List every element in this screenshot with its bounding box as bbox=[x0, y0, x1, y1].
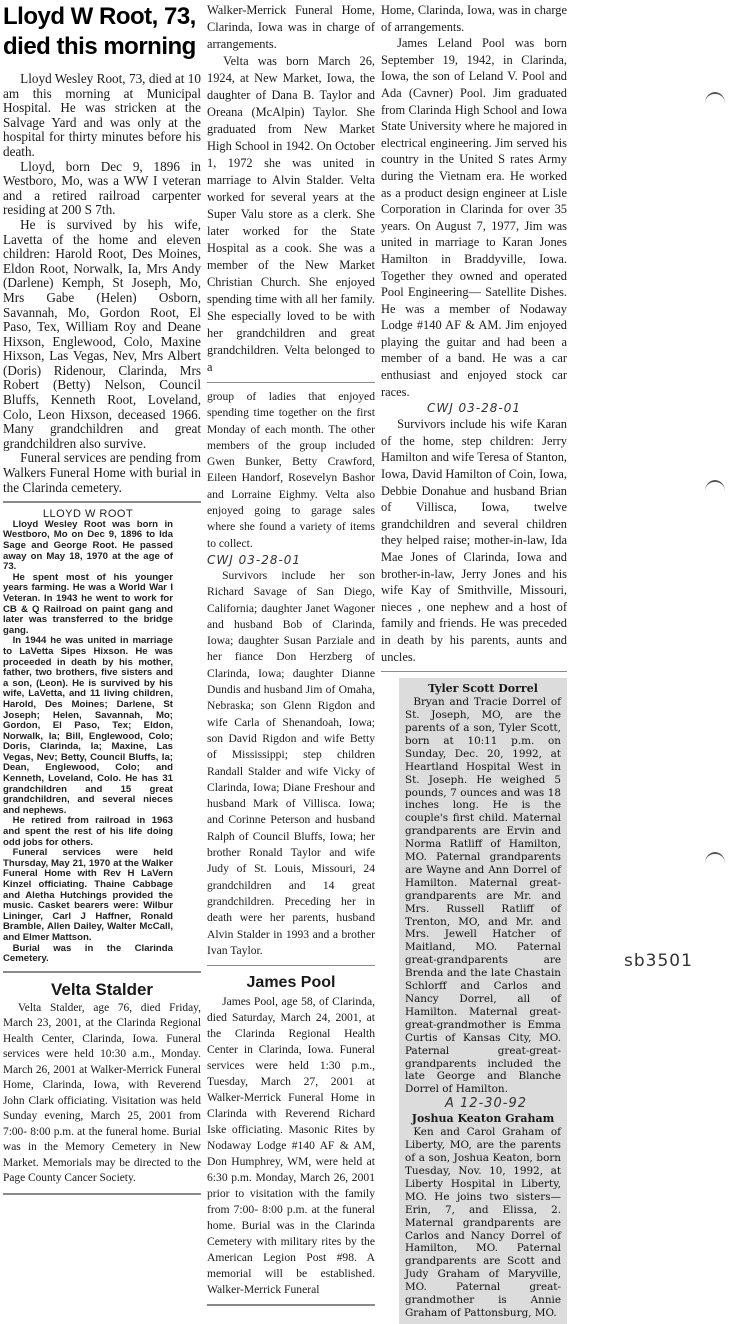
divider bbox=[381, 671, 567, 672]
paragraph: Funeral services are pending from Walkers Funeral Home with burial in the Clarinda cemetery. bbox=[3, 450, 201, 495]
paragraph: James Leland Pool was born September 19, 1942, in Clarinda, Iowa, the son of Leland V. Pool and Ada (Cavner) Pool. Jim graduated from Clarinda High School and Iowa State University where he majored in electrical engineering. Jim served his country in the United S rates Army during the Vietnam era. He worked as a product design engineer at Lisle Corporation in Clarinda for over 35 years. On August 7, 1977, Jim was united in marriage to Karan Jones Hamilton in Braddyville, Iowa. Together they owned and operated Pool Engineering— Satellite Dishes. He was a member of Nodaway Lodge #140 AF & AM. Jim enjoyed playing the guitar and had been a member of a band. He was a car enthusiast and enjoyed stock car races. bbox=[381, 36, 567, 399]
paragraph: In 1944 he was united in marriage to LaVetta Sipes Hixson. He was proceeded in death by his mother, father, two brothers, five sisters and a son, (Leon). He is survived by his wife, LaVetta, and 11 living children, Harold, Des Moines; Darlene, St Joseph; Helen, Savannah, Mo; Gordon, El Paso, Tex; Eldon, Norwalk, Ia; Bill, Englewood, Colo; Doris, Clarinda, Ia; Maxine, Las Vegas, Nev; Betty, Council Bluffs, Ia; Dean, Englewood, Colo; and Kenneth, Loveland, Colo. He has 31 grandchildren and 15 great grandchildren, and several nieces and nephews. bbox=[3, 635, 173, 816]
paragraph: Velta Stalder, age 76, died Friday, March 23, 2001, at the Clarinda Regional Health Center, Clarinda, Iowa. Funeral services were held 10:30 a.m., Monday. March 26, 2001 at Walker-Merrick Funeral Home, Clarinda, Iowa, with Reverend John Clark officiating. Visitation was held Sunday evening, March 25, 2001 from 7:00- 8:00 p.m. at the funeral home. Burial was in the Memory Cemetery in New Market. Memorials may be directed to the Page County Cancer Society. bbox=[3, 1001, 201, 1185]
column-2 bbox=[207, 2, 375, 1312]
velta-intro-clipping bbox=[3, 979, 201, 1187]
dorrel-title: Tyler Scott Dorrel bbox=[428, 682, 538, 696]
paragraph: James Pool, age 58, of Clarinda, died Saturday, March 24, 2001, at the Clarinda Regional Health Center in Clarinda, Iowa. Funeral services were held 1:30 p.m., Tuesday, March 27, 2001 at Walker-Merrick Funeral Home in Clarinda with Reverend Richard Iske officiating. Masonic Rites by Nodaway Lodge #140 AF & AM, Don Humphrey, WM, were held at 6:30 p.m. Monday, March 26, 2001 prior to visitation with the family from 7:00- 8:00 p.m. at the funeral home. Burial was in the Clarinda Cemetery with military rites by the American Legion Post #98. A memorial will be established. Walker-Merrick Funeral bbox=[207, 995, 375, 1297]
divider bbox=[3, 971, 201, 973]
paragraph: Home, Clarinda, Iowa, was in charge of arrangements. bbox=[381, 3, 567, 34]
graham-title: Joshua Keaton Graham bbox=[411, 1112, 555, 1126]
divider bbox=[3, 1193, 201, 1195]
paragraph: Survivors include her son Richard Savage of San Diego, California; daughter Janet Wagoner and husband Bob of Clarinda, Iowa; daughter Susan Parziale and her fiance Don Herzberg of Clarinda, Iowa; daughter Dianne Dundis and husband Jim of Omaha, Nebraska; son Glenn Rigdon and wife Carla of Shenandoah, Iowa; son David Rigdon and wife Betty of Mississippi; step children Randall Stalder and wife Vicky of Clarinda, Iowa; Diane Freshour and husband Mark of Villisca. Iowa; and Corinne Peterson and husband Ralph of Council Bluffs, Iowa; her brother Ronald Taylor and wife Judy of St. Louis, Missouri, 24 grandchildren and 14 great grandchildren. Preceding her in death were her parents, husband Alvin Stalder in 1993 and a brother Ivan Taylor. bbox=[207, 568, 375, 957]
column-3 bbox=[381, 2, 567, 1324]
headline-line-2: died this morning bbox=[3, 33, 196, 60]
right-margin bbox=[600, 2, 745, 972]
pool-title: James Pool bbox=[246, 974, 336, 992]
divider bbox=[207, 1304, 375, 1306]
paragraph: He is survived by his wife, Lavetta of the home and eleven children: Harold Root, Des Moines, Eldon Root, Norwalk, Ia, Mrs Andy (Darlene) Kemph, St Joseph, Mo, Mrs Gabe (Helen) Osborn, Savannah, Mo, Gordon Root, El Paso, Tex, William Roy and Deane Hixson, Englewood, Colo, Maxine Hixson, Las Vegas, Nev, Mrs Albert (Doris) Ridenour, Clarinda, Mrs Robert (Betty) Nelson, Council Bluffs, Kenneth Root, Loveland, Colo, Leon Hixson, deceased 1966. Many grandchildren and great grandchildren also survive. bbox=[3, 216, 201, 451]
pool-continued-clipping bbox=[381, 2, 567, 665]
paragraph: group of ladies that enjoyed spending time together on the first Monday of each month. The other members of the group included Gwen Bunker, Betty Crawford, Eileen Handorf, Rosevelyn Bashor and Lorraine Eighmy. Velta also enjoyed going to garage sales where she found a variety of items to collect. bbox=[207, 390, 375, 550]
paragraph: Lloyd, born Dec 9, 1896 in Westboro, Mo, was a WW I veteran and a retired railroad carpenter residing at 200 S 7th. bbox=[3, 158, 201, 218]
paragraph: Walker-Merrick Funeral Home, Clarinda, Iowa was in charge of arrangements. bbox=[207, 3, 375, 51]
velta-continued-clipping bbox=[207, 2, 375, 376]
velta-title: Velta Stalder bbox=[50, 979, 154, 999]
page-label: sb3501 bbox=[624, 951, 693, 971]
paragraph: Ken and Carol Graham of Liberty, MO, are the parents of a son, Joshua Keaton, born Tuesday, Nov. 10, 1992, at Liberty Hospital in Liberty, MO. He joins two sisters—Erin, 7, and Elissa, 2. Maternal grandparents are Carlos and Nancy Dorrel of Hamilton, MO. Paternal grandparents are Scott and Judy Graham of Maryville, MO. Paternal great-grandmother is Annie Graham of Pattonsburg, MO. bbox=[405, 1126, 561, 1319]
paragraph: Velta was born March 26, 1924, at New Market, Iowa, the daughter of Dana B. Taylor and Oreana (McAlpin) Taylor. She graduated from New Market High School in 1942. On October 1, 1972 she was united in marriage to Alvin Stalder. Velta worked for several years at the Super Valu store as a clerk. She later worked for the State Hospital as a cook. She was a member of the New Market Christian Church. She enjoyed spending time with all her family. She especially loved to be with her grandchildren and great grandchildren. Velta belonged to a bbox=[207, 54, 375, 374]
velta-group-clipping bbox=[207, 389, 375, 959]
headline-line-1: Lloyd W Root, 73, bbox=[3, 3, 196, 30]
punch-hole-mark bbox=[705, 92, 725, 114]
divider bbox=[3, 501, 201, 503]
root-headline-clipping bbox=[3, 2, 201, 495]
paragraph: Lloyd Wesley Root was born in Westboro, Mo on Dec 9, 1896 to Ida Sage and George Root. He passed away on May 18, 1970 at the age of 73. bbox=[3, 518, 173, 573]
paragraph: Bryan and Tracie Dorrel of St. Joseph, MO, are the parents of a son, Tyler Scott, born at 10:11 p.m. on Sunday, Dec. 20, 1992, at Heartland Hospital West in St. Joseph. He weighed 5 pounds, 7 ounces and was 18 inches long. He is the couple's first child. Maternal grandparents are Ervin and Norma Ratliff of Hamilton, MO. Paternal grandparents are Wayne and Ann Dorrel of Hamilton. Maternal great-grandparents are Mr. and Mrs. Russell Ratliff of Trenton, MO, and Mr. and Mrs. Jewell Hatcher of Maitland, MO. Paternal great-grandparents are Brenda and the late Chastain Schlorff and Carlos and Nancy Dorrel, all of Hamilton. Maternal great-great-grandmother is Emma Curtis of Kansas City, MO. Paternal great-great-grandparents included the late George and Blanche Dorrel of Hamilton. bbox=[405, 696, 561, 1096]
divider bbox=[207, 965, 375, 966]
handwritten-date-note: A 12-30-92 bbox=[445, 1096, 528, 1112]
punch-hole-mark bbox=[705, 852, 725, 874]
paragraph: Survivors include his wife Karan of the home, step children: Jerry Hamilton and wife Teresa of Stanton, Iowa, David Hamilton of Coin, Iowa, Debbie Donahue and husband Brian of Villisca, Iowa, twelve grandchildren and several children they helped raise; mother-in-law, Ida Mae Jones of Clarinda, Iowa and brother-in-law, Jerry Jones and his wife Kay of Smithville, Missouri, nieces , one nephew and a host of family and friends. He was preceded in death by his parents, aunts and uncles. bbox=[381, 417, 567, 664]
punch-hole-mark bbox=[705, 480, 725, 502]
paragraph: Burial was in the Clarinda Cemetery. bbox=[3, 942, 173, 965]
root-obituary-clipping bbox=[3, 509, 173, 965]
handwritten-date-note: CWJ 03-28-01 bbox=[207, 552, 302, 567]
column-1 bbox=[3, 2, 201, 1201]
divider bbox=[207, 382, 375, 383]
james-pool-clipping bbox=[207, 972, 375, 1298]
paragraph: He retired from railroad in 1963 and spent the rest of his life doing odd jobs for others. bbox=[3, 815, 173, 848]
birth-announcements-clipping bbox=[399, 678, 567, 1324]
handwritten-date-note: CWJ 03-28-01 bbox=[426, 401, 522, 416]
obituary-title: LLOYD W ROOT bbox=[42, 508, 134, 521]
paragraph: He spent most of his younger years farming. He was a World War I Veteran. In 1943 he went to work for CB & Q Railroad on paint gang and later was transferred to the bridge gang. bbox=[3, 571, 173, 636]
paragraph: Funeral services were held Thursday, May 21, 1970 at the Walker Funeral Home with Rev H LaVern Kinzel officiating. Thaine Cabbage and Aletha Hutchings provided the music. Casket bearers were: Wilbur Lininger, Carl J Haffner, Ronald Bramble, Allen Dailey, Walter McCall, and Elmer Mattson. bbox=[3, 847, 173, 943]
paragraph: Lloyd Wesley Root, 73, died at 10 am this morning at Municipal Hospital. He was stricken at the Salvage Yard and was only at the hospital for thirty minutes before his death. bbox=[3, 71, 201, 159]
